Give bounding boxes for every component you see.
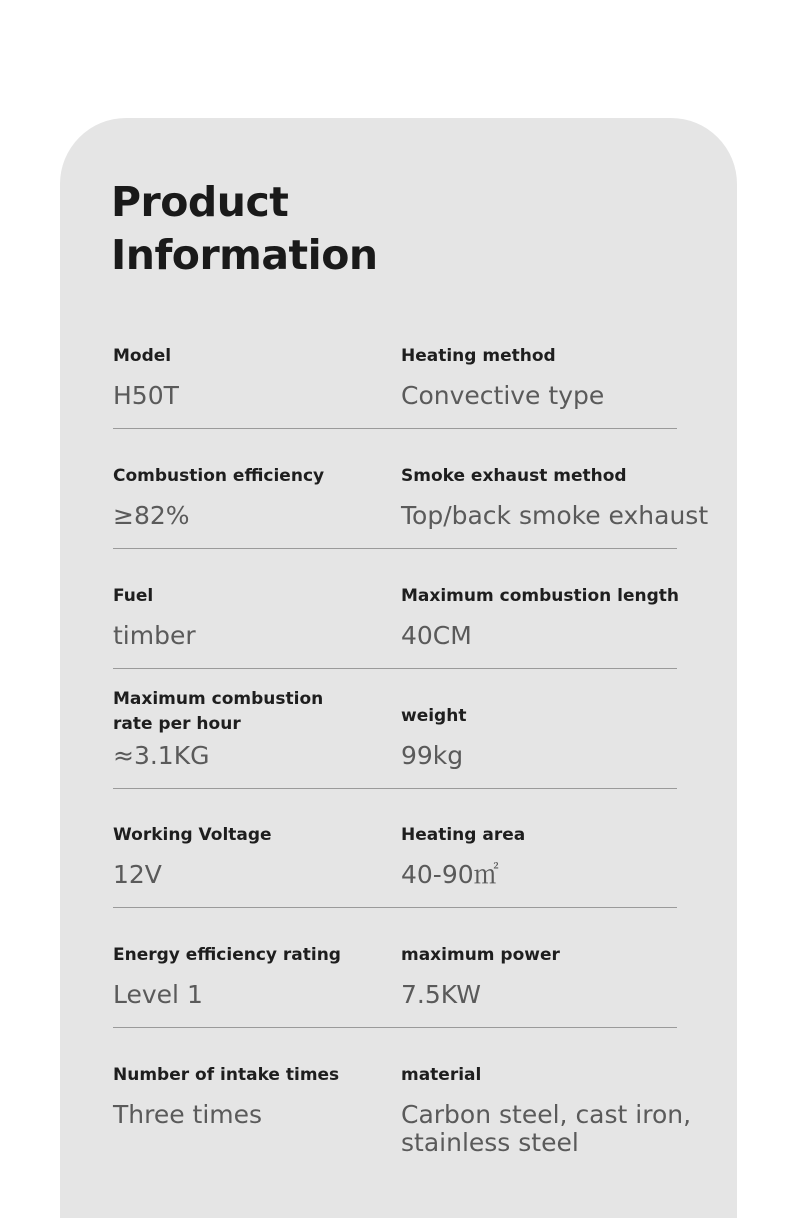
spec-value: 40-90㎡ — [401, 860, 499, 889]
spec-row-2 — [113, 464, 709, 584]
row-divider — [113, 668, 677, 669]
spec-value: Carbon steel, cast iron, — [401, 1100, 692, 1129]
spec-label: Combustion efficiency — [113, 466, 325, 486]
page-title — [111, 176, 378, 282]
spec-row-4 — [113, 687, 677, 807]
spec-label: rate per hour — [113, 714, 241, 734]
spec-label: Model — [113, 346, 172, 366]
spec-row-6 — [113, 943, 677, 1063]
spec-label: Working Voltage — [113, 825, 272, 845]
spec-label: Heating area — [401, 825, 526, 845]
spec-value: ≥82% — [113, 501, 190, 530]
row-divider — [113, 428, 677, 429]
spec-value: ≈3.1KG — [113, 741, 210, 770]
spec-value: 99kg — [401, 741, 464, 770]
row-divider — [113, 1027, 677, 1028]
spec-row-5 — [113, 823, 677, 943]
title-line-1: Product — [111, 178, 289, 226]
spec-value: Three times — [113, 1100, 263, 1129]
spec-label: Heating method — [401, 346, 556, 366]
spec-label: weight — [401, 706, 467, 726]
spec-value: stainless steel — [401, 1128, 579, 1157]
spec-row-1 — [113, 344, 677, 464]
row-divider — [113, 788, 677, 789]
title-line-2: Information — [111, 231, 378, 279]
spec-value: Level 1 — [113, 980, 203, 1009]
row-divider — [113, 907, 677, 908]
spec-label: Number of intake times — [113, 1065, 340, 1085]
spec-value: H50T — [113, 381, 179, 410]
spec-label: maximum power — [401, 945, 560, 965]
spec-value: 12V — [113, 860, 162, 889]
row-divider — [113, 548, 677, 549]
spec-value: Top/back smoke exhaust — [401, 501, 709, 530]
spec-label: Maximum combustion — [113, 689, 324, 709]
spec-label: Fuel — [113, 586, 154, 606]
spec-row-7 — [113, 1063, 692, 1183]
spec-label: Maximum combustion length — [401, 586, 680, 606]
spec-value: 7.5KW — [401, 980, 481, 1009]
spec-label: material — [401, 1065, 482, 1085]
spec-row-3 — [113, 584, 680, 704]
spec-label: Smoke exhaust method — [401, 466, 627, 486]
spec-label: Energy efficiency rating — [113, 945, 341, 965]
spec-value: timber — [113, 621, 196, 650]
spec-value: 40CM — [401, 621, 472, 650]
spec-value: Convective type — [401, 381, 605, 410]
